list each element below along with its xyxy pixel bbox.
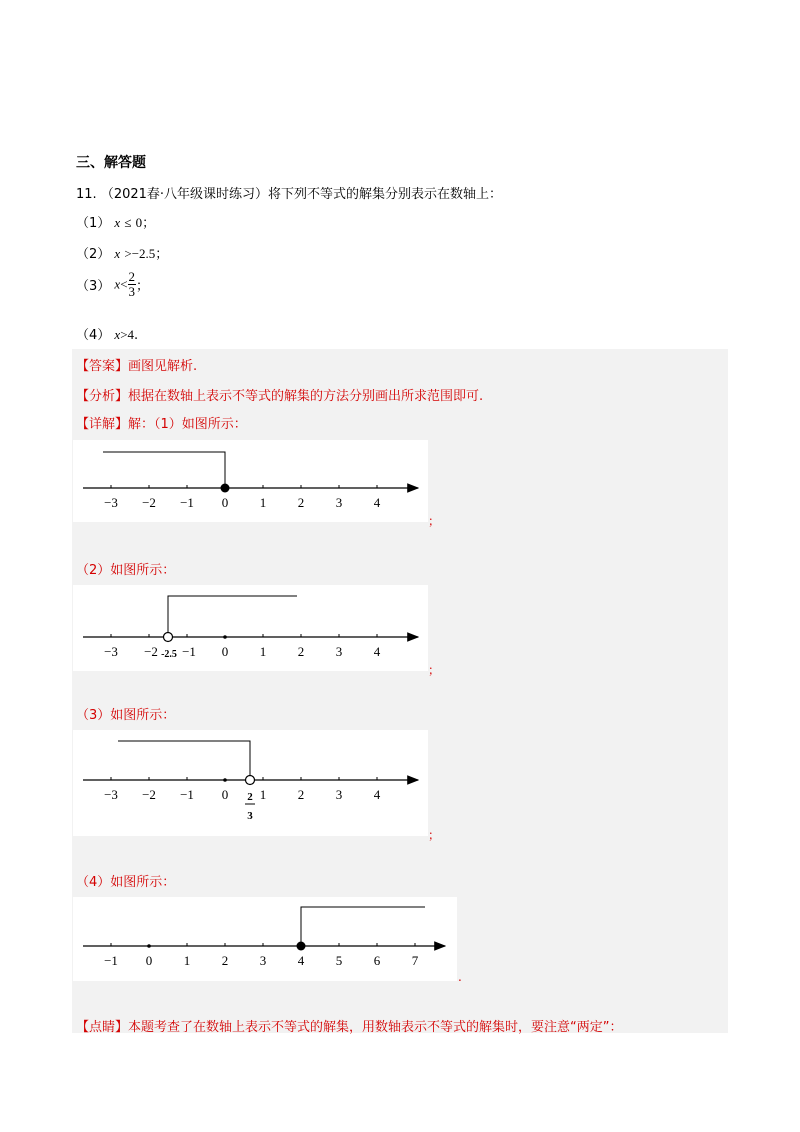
item-1 — [76, 212, 155, 231]
fraction-numerator: 2 — [247, 791, 253, 803]
tick-label: 4 — [373, 787, 381, 802]
tick-label: 1 — [259, 644, 267, 659]
math-op: ≤ — [124, 215, 132, 230]
tick-label: 1 — [259, 495, 267, 510]
math-value: 4 — [127, 327, 135, 342]
math-op: > — [124, 246, 132, 261]
number-line-4-svg — [73, 897, 457, 981]
item-end: ； — [142, 216, 156, 231]
period: . — [458, 970, 462, 984]
tick-label: 0 — [221, 495, 229, 510]
number-line-2 — [73, 585, 428, 671]
semicolon: ； — [428, 663, 441, 677]
tick-label: −3 — [104, 644, 118, 659]
tick-label: 3 — [335, 495, 343, 510]
tick-label: −2 — [142, 787, 156, 802]
solution-bracket — [118, 741, 250, 780]
solid-point — [297, 942, 306, 951]
analysis-tag: 【分析】 — [76, 389, 129, 404]
analysis-line — [76, 385, 483, 404]
math-value: 0 — [135, 215, 143, 230]
answer-line — [76, 355, 197, 374]
origin-dot — [223, 635, 227, 639]
tick-label: 1 — [259, 787, 267, 802]
number-line-1-svg — [73, 440, 428, 522]
tick-label: −3 — [104, 495, 118, 510]
item-end: . — [134, 328, 139, 343]
comment-tag: 【点睛】 — [76, 1020, 129, 1035]
tick-label: 2 — [221, 953, 229, 968]
comment-line — [76, 1016, 623, 1035]
solution-bracket — [168, 596, 297, 637]
solution-bracket — [103, 452, 225, 488]
question-text: 将下列不等式的解集分别表示在数轴上： — [268, 187, 503, 202]
math-var: x — [114, 327, 121, 342]
tick-label: −1 — [180, 787, 194, 802]
tick-label: 4 — [297, 953, 305, 968]
sub3-label: （3）如图所示： — [76, 708, 176, 723]
section-title: 三、解答题 — [76, 155, 146, 171]
tick-label: −1 — [182, 644, 196, 659]
sub2-label: （2）如图所示： — [76, 563, 176, 578]
answer-tag: 【答案】 — [76, 359, 129, 374]
point-label: -2.5 — [161, 649, 177, 660]
item-4 — [76, 324, 138, 343]
item-end: ； — [136, 279, 150, 294]
tick-label: 3 — [259, 953, 267, 968]
math-op: < — [120, 276, 128, 292]
tick-label: 0 — [145, 953, 153, 968]
hollow-point — [164, 633, 173, 642]
number-line-4 — [73, 897, 457, 981]
tick-label: 2 — [297, 644, 305, 659]
hollow-point — [246, 776, 255, 785]
solid-point — [221, 484, 230, 493]
tick-label: −2 — [144, 644, 158, 659]
tick-label: −1 — [104, 953, 118, 968]
item-label: （4） — [76, 328, 111, 343]
number-line-1 — [73, 440, 428, 522]
tick-label: 3 — [335, 787, 343, 802]
detail-text: 解：（1）如图所示： — [128, 417, 247, 432]
detail-line — [76, 413, 247, 432]
fraction — [128, 270, 137, 299]
tick-label: 7 — [411, 953, 419, 968]
sub4-label: （4）如图所示： — [76, 875, 176, 890]
item-end: ； — [155, 247, 169, 262]
number-line-3 — [73, 730, 428, 836]
origin-dot — [147, 944, 151, 948]
question-number: 11. — [76, 187, 97, 202]
solution-bracket — [301, 907, 425, 946]
item-label: （2） — [76, 247, 111, 262]
math-var: x — [114, 246, 121, 261]
number-line-2-svg — [73, 585, 428, 671]
math-var: x — [114, 215, 121, 230]
comment-text: 本题考查了在数轴上表示不等式的解集，用数轴表示不等式的解集时，要注意“两定”： — [128, 1020, 623, 1035]
tick-label: −1 — [180, 495, 194, 510]
tick-label: −3 — [104, 787, 118, 802]
detail-tag: 【详解】 — [76, 417, 129, 432]
semicolon: ； — [428, 828, 441, 842]
semicolon: ； — [428, 514, 441, 528]
item-3 — [76, 270, 149, 299]
math-op: > — [120, 327, 128, 342]
tick-label: 0 — [221, 644, 229, 659]
fraction-denominator: 3 — [247, 810, 253, 822]
number-line-3-svg — [73, 730, 428, 836]
analysis-text: 根据在数轴上表示不等式的解集的方法分别画出所求范围即可. — [128, 389, 484, 404]
item-label: （1） — [76, 216, 111, 231]
origin-dot — [223, 778, 227, 782]
fraction-numerator: 2 — [128, 269, 136, 284]
item-2 — [76, 243, 168, 262]
item-label: （3） — [76, 279, 111, 294]
fraction-denominator: 3 — [128, 284, 136, 299]
math-var: x — [114, 276, 121, 292]
tick-label: 5 — [335, 953, 343, 968]
tick-label: 2 — [297, 495, 305, 510]
tick-label: 4 — [373, 495, 381, 510]
tick-label: 3 — [335, 644, 343, 659]
tick-label: 6 — [373, 953, 381, 968]
math-value: −2.5 — [131, 246, 156, 261]
question-line — [76, 183, 502, 202]
tick-label: 2 — [297, 787, 305, 802]
question-source: （2021春·八年级课时练习） — [100, 187, 269, 202]
tick-label: 0 — [221, 787, 229, 802]
tick-label: 4 — [373, 644, 381, 659]
answer-text: 画图见解析. — [128, 359, 198, 374]
tick-label: −2 — [142, 495, 156, 510]
tick-label: 1 — [183, 953, 191, 968]
